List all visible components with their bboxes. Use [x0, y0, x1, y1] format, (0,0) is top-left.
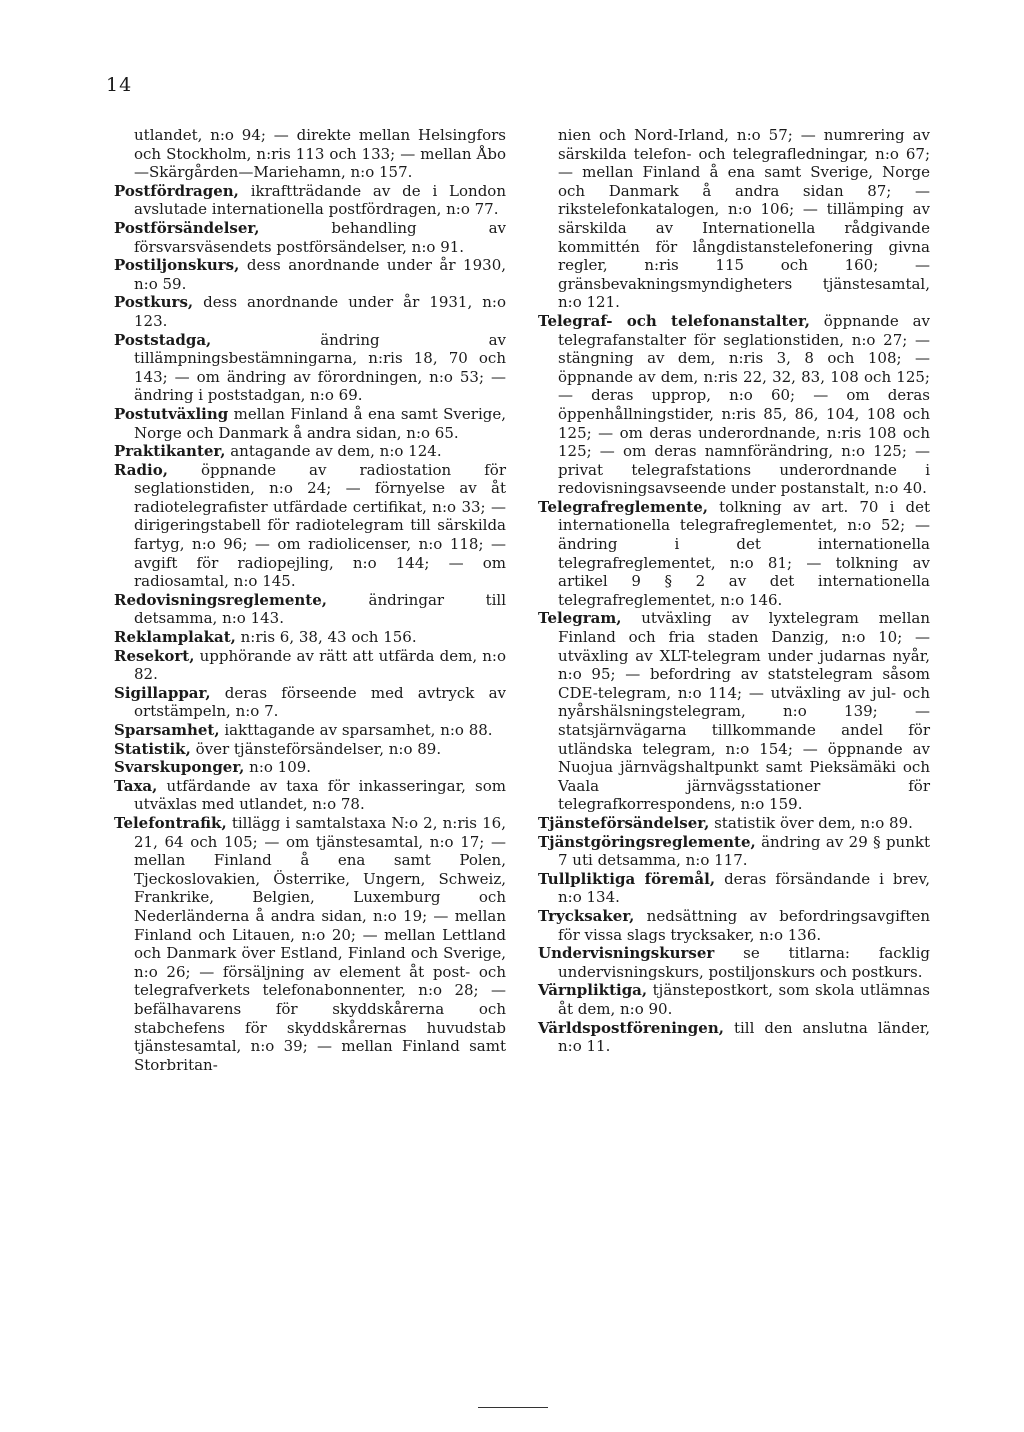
index-entry	[538, 870, 930, 907]
index-entry	[538, 833, 930, 870]
footer-divider	[478, 1407, 548, 1408]
index-term: Tjänstgöringsreglemente,	[538, 832, 756, 851]
index-text: nedsättning av befordringsavgiften för vissa slags trycksaker, n:o 136.	[558, 906, 930, 944]
index-entry	[538, 907, 930, 944]
index-term: Sparsamhet,	[114, 721, 220, 739]
index-entry	[538, 609, 930, 814]
index-term: Taxa,	[114, 776, 158, 795]
index-term: Trycksaker,	[538, 906, 635, 925]
index-term: Telegram,	[538, 609, 622, 628]
index-text: iakttagande av sparsamhet, n:o 88.	[219, 721, 493, 739]
index-text: tjänstepostkort, som skola utlämnas åt dem, n:o 90.	[558, 981, 930, 1018]
index-text: utlandet, n:o 94; — direkte mellan Helsingfors och Stockholm, n:ris 113 och 133; — mellan Åbo—Skärgården—Mariehamn, n:o 157.	[134, 126, 506, 182]
index-term: Telegrafreglemente,	[538, 497, 708, 516]
index-term: Postiljonskurs,	[114, 256, 240, 275]
index-entry	[114, 814, 506, 1074]
index-entry	[114, 442, 506, 461]
index-entry	[114, 684, 506, 721]
index-text: ändring av 29 § punkt 7 uti detsamma, n:o 117.	[558, 832, 930, 870]
index-entry	[114, 331, 506, 405]
index-text: öppnande av radiostation för seglationstiden, n:o 24; — förnyelse av åt radiotelegrafister utfärdade certifikat, n:o 33; — dirigeringstabell för radiotelegram till särskilda fartyg, n:o 96; — om radiolicenser, n:o 118; — avgift för radiopejling, n:o 144; — om radiosamtal, n:o 145.	[134, 460, 506, 591]
index-entry	[114, 219, 506, 256]
index-text: n:ris 6, 38, 43 och 156.	[235, 628, 417, 647]
index-entry	[114, 721, 506, 740]
index-term: Statistik,	[114, 739, 191, 758]
index-entry	[538, 126, 930, 312]
index-entry	[538, 944, 930, 981]
index-term: Undervisningskurser	[538, 944, 715, 963]
index-entry	[538, 981, 930, 1018]
index-term: Tjänsteförsändelser,	[538, 813, 710, 832]
page-number: 14	[106, 74, 133, 96]
index-text: deras försändande i brev, n:o 134.	[558, 869, 931, 907]
index-term: Världspostföreningen,	[538, 1018, 724, 1037]
index-text: ikraftträdande av de i London avslutade internationella postfördragen, n:o 77.	[134, 181, 506, 219]
index-entry	[114, 740, 506, 759]
index-text: över tjänsteförsändelser, n:o 89.	[190, 739, 442, 758]
index-entry	[114, 758, 506, 777]
index-entry	[538, 1019, 930, 1056]
index-term: Tullpliktiga föremål,	[538, 869, 716, 888]
index-entry	[538, 814, 930, 833]
index-term: Poststadga,	[114, 330, 212, 349]
index-term: Svarskuponger,	[114, 758, 245, 777]
index-term: Praktikanter,	[114, 442, 226, 461]
index-text: utfärdande av taxa för inkasseringar, som utväxlas med utlandet, n:o 78.	[134, 776, 506, 814]
index-term: Redovisningsreglemente,	[114, 590, 327, 609]
index-text: ändring av tillämpningsbestämningarna, n:ris 18, 70 och 143; — om ändring av förordningen, n:o 53; — ändring i poststadgan, n:o 69.	[134, 330, 506, 405]
index-entry	[114, 628, 506, 647]
index-text: dess anordnande under år 1930, n:o 59.	[134, 256, 506, 293]
index-term: Resekort,	[114, 646, 195, 665]
index-column-left	[114, 126, 506, 1074]
index-text: mellan Finland å ena samt Sverige, Norge och Danmark å andra sidan, n:o 65.	[134, 404, 506, 442]
index-entry	[114, 591, 506, 628]
index-term: Sigillappar,	[114, 683, 211, 702]
index-text: tolkning av art. 70 i det internationella telegrafreglementet, n:o 52; — ändring i det internationella telegrafreglementet, n:o 81; — tolkning av artikel 9 § 2 av det internationella telegrafreglementet, n:o 146.	[558, 497, 930, 609]
index-text: ändringar till detsamma, n:o 143.	[134, 590, 506, 628]
index-term: Postkurs,	[114, 293, 194, 312]
index-text: behandling av försvarsväsendets postförsändelser, n:o 91.	[134, 218, 506, 256]
index-entry	[114, 126, 506, 182]
index-text: se titlarna: facklig undervisningskurs, postiljonskurs och postkurs.	[558, 944, 930, 981]
index-text: deras förseende med avtryck av ortstämpeln, n:o 7.	[134, 683, 506, 721]
index-text: antagande av dem, n:o 124.	[225, 442, 442, 461]
index-term: Värnpliktiga,	[538, 981, 648, 1000]
index-entry	[114, 405, 506, 442]
index-term: Postutväxling	[114, 404, 229, 423]
index-text: dess anordnande under år 1931, n:o 123.	[134, 293, 506, 330]
index-text: upphörande av rätt att utfärda dem, n:o 82.	[134, 646, 506, 684]
index-entry	[114, 182, 506, 219]
index-text: n:o 109.	[244, 758, 312, 777]
index-term: Telegraf- och telefonanstalter,	[538, 311, 811, 330]
index-text: öppnande av telegrafanstalter för seglationstiden, n:o 27; — stängning av dem, n:ris 3, 8 och 108; — öppnande av dem, n:ris 22, 32, 83, 108 och 125; — deras upprop, n:o 60; — om deras öppenhållningstider, n:ris 85, 86, 104, 108 och 125; — om deras underordnande, n:ris 108 och 125; — om deras namnförändring, n:o 125; — privat telegrafstations underordnande i redovisningsavseende under postanstalt, n:o 40.	[558, 311, 930, 498]
index-text: utväxling av lyxtelegram mellan Finland och fria staden Danzig, n:o 10; — utväxling av XLT-telegram under judarnas nyår, n:o 95; — befordring av statstelegram såsom CDE-telegram, n:o 114; — utväxling av jul- och nyårshälsningstelegram, n:o 139; — statsjärnvägarna tillkommande andel för utländska telegram, n:o 154; — öppnande av Nuojua järnvägshaltpunkt samt Pieksämäki och Vaala järnvägsstationer för telegrafkorrespondens, n:o 159.	[558, 609, 930, 814]
index-text: tillägg i samtalstaxa N:o 2, n:ris 16, 21, 64 och 105; — om tjänstesamtal, n:o 17; — mellan Finland å ena samt Polen, Tjeckoslovakien, Österrike, Ungern, Schweiz, Frankrike, Belgien, Luxemburg och Nederländerna å andra sidan, n:o 19; — mellan Finland och Litauen, n:o 20; — mellan Lettland och Danmark över Estland, Finland och Sverige, n:o 26; — försäljning av element åt post- och telegrafverkets telefonabonnenter, n:o 28; — befälhavarens för skyddskårerna och stabchefens för skyddskårernas huvudstab tjänstesamtal, n:o 39; — mellan Finland samt Storbritan-	[134, 813, 506, 1074]
index-term: Telefontrafik,	[114, 813, 227, 832]
index-entry	[114, 647, 506, 684]
index-entry	[538, 312, 930, 498]
index-text: statistik över dem, n:o 89.	[709, 813, 913, 832]
index-column-right	[538, 126, 930, 1056]
index-entry	[114, 256, 506, 293]
index-term: Reklamplakat,	[114, 628, 236, 647]
index-term: Postfördragen,	[114, 181, 239, 200]
index-entry	[114, 293, 506, 330]
index-entry	[114, 461, 506, 591]
index-entry	[114, 777, 506, 814]
index-entry	[538, 498, 930, 610]
index-text: till den anslutna länder, n:o 11.	[558, 1018, 930, 1056]
index-term: Postförsändelser,	[114, 218, 260, 237]
index-text: nien och Nord-Irland, n:o 57; — numrering av särskilda telefon- och telegrafledningar, n:o 67; — mellan Finland å ena samt Sverige, Norge och Danmark å andra sidan 87; — rikstelefonkatalogen, n:o 106; — tillämping av särskilda av Internationella rådgivande kommittén för långdistanstelefonering givna regler, n:ris 115 och 160; — gränsbevakningsmyndigheters tjänstesamtal, n:o 121.	[558, 126, 930, 312]
index-term: Radio,	[114, 460, 168, 479]
